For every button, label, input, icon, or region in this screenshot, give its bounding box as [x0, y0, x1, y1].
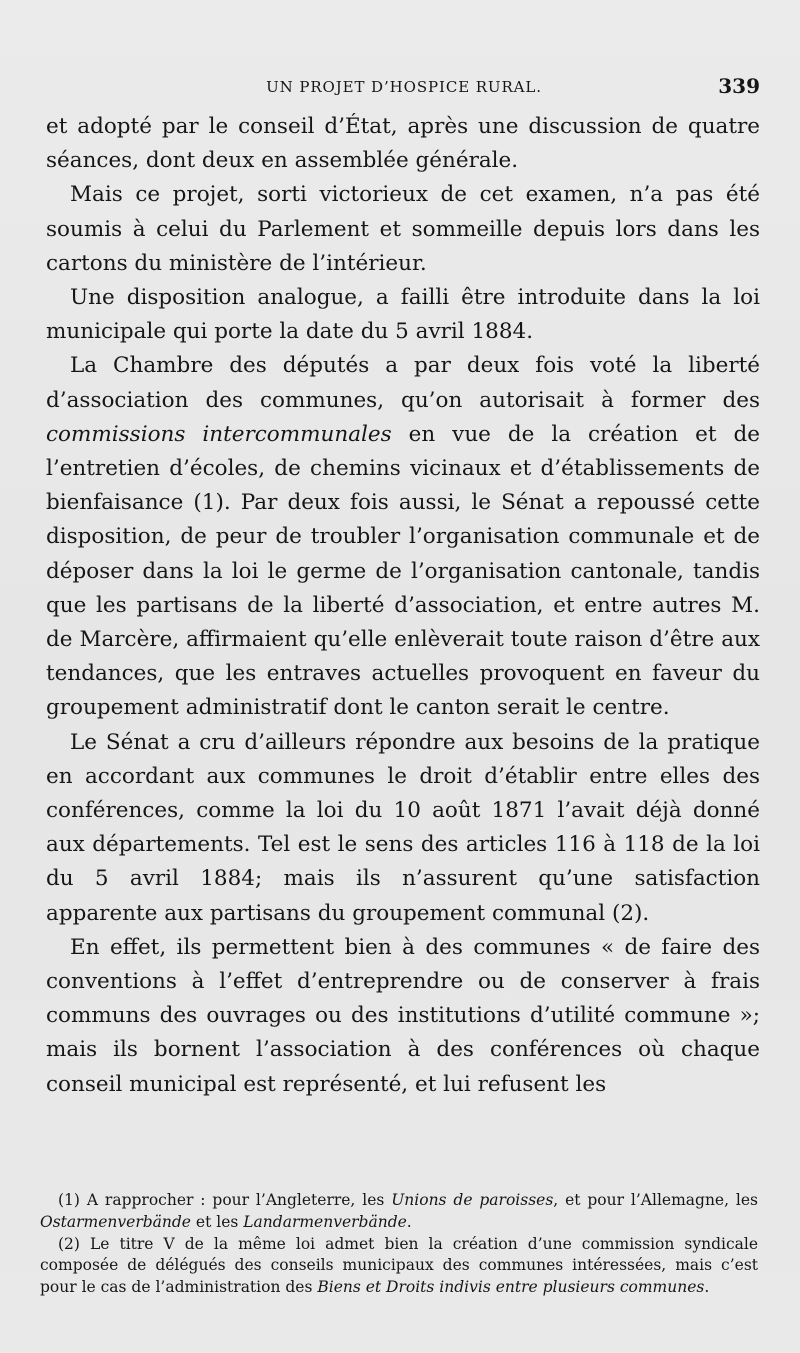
italic-term: commissions intercommunales	[46, 421, 392, 447]
footnote-text: , et pour l’Allemagne, les	[553, 1191, 758, 1209]
paragraph-text: Mais ce projet, sorti victorieux de cet examen, n’a pas été soumis à celui du Parlement et sommeille depuis lors dans les cartons du ministère de l’intérieur.	[46, 182, 760, 276]
paragraph	[46, 726, 760, 931]
footnotes	[40, 1190, 758, 1299]
footnote-text: et les	[190, 1212, 244, 1231]
paragraph-text: La Chambre des députés a par deux fois voté la liberté d’association des communes, qu’on autorisait à former des	[46, 353, 760, 413]
paragraph	[46, 281, 760, 349]
paragraph-text: Une disposition analogue, a failli être introduite dans la loi municipale qui porte la date du 5 avril 1884.	[46, 285, 760, 345]
footnote-text: (1) A rapprocher : pour l’Angleterre, les	[58, 1191, 392, 1209]
footnote-italic: Ostarmenverbände	[40, 1212, 191, 1231]
footnote-2	[40, 1234, 758, 1299]
paragraph-text: en vue de la création et de l’entretien d’écoles, de chemins vicinaux et d’établissements de bienfaisance (1). Par deux fois aussi, le Sénat a repoussé cette disposition, de peur de troubler l’organisation communale et de déposer dans la loi le germe de l’organisation cantonale, tandis que les partisans de la liberté d’association, et entre autres M. de Marcère, affirmaient qu’elle enlèverait toute raison d’être aux tendances, que les entraves actuelles provoquent en faveur du groupement administratif dont le canton serait le centre.	[46, 421, 760, 721]
paragraph-text: En effet, ils permettent bien à des communes « de faire des conventions à l’effet d’entreprendre ou de conserver à frais communs des ouvrages ou des institutions d’utilité commune »; mais ils bornent l’association à des conférences où chaque conseil municipal est représenté, et lui refusent les	[46, 934, 760, 1097]
running-head-title: UN PROJET D’HOSPICE RURAL.	[266, 78, 542, 96]
body-text	[46, 110, 760, 1102]
footnote-text: (2) Le titre V de la même loi admet bien la création d’une commission syndicale composée de délégués des conseils municipaux des communes intéressées, mais c’est pour le cas de l’administration des	[40, 1234, 758, 1297]
paragraph	[46, 349, 760, 725]
footnote-italic: Landarmenverbände	[243, 1212, 407, 1231]
paragraph-continued	[46, 110, 760, 178]
footnote-text: .	[406, 1212, 412, 1231]
footnote-text: .	[704, 1278, 710, 1297]
paragraph	[46, 931, 760, 1102]
footnote-1	[40, 1190, 758, 1234]
running-head	[46, 74, 762, 102]
page-number: 339	[718, 74, 760, 98]
footnote-italic: Unions de paroisses	[391, 1191, 554, 1209]
paragraph-text: Le Sénat a cru d’ailleurs répondre aux besoins de la pratique en accordant aux communes le droit d’établir entre elles des conférences, comme la loi du 10 août 1871 l’avait déjà donné aux départements. Tel est le sens des articles 116 à 118 de la loi du 5 avril 1884; mais ils n’assurent qu’une satisfaction apparente aux partisans du groupement communal (2).	[46, 729, 760, 926]
paragraph	[46, 178, 760, 281]
paragraph-text: et adopté par le conseil d’État, après une discussion de quatre séances, dont deux en assemblée générale.	[46, 114, 760, 174]
footnote-italic: Biens et Droits indivis entre plusieurs communes	[317, 1278, 705, 1297]
